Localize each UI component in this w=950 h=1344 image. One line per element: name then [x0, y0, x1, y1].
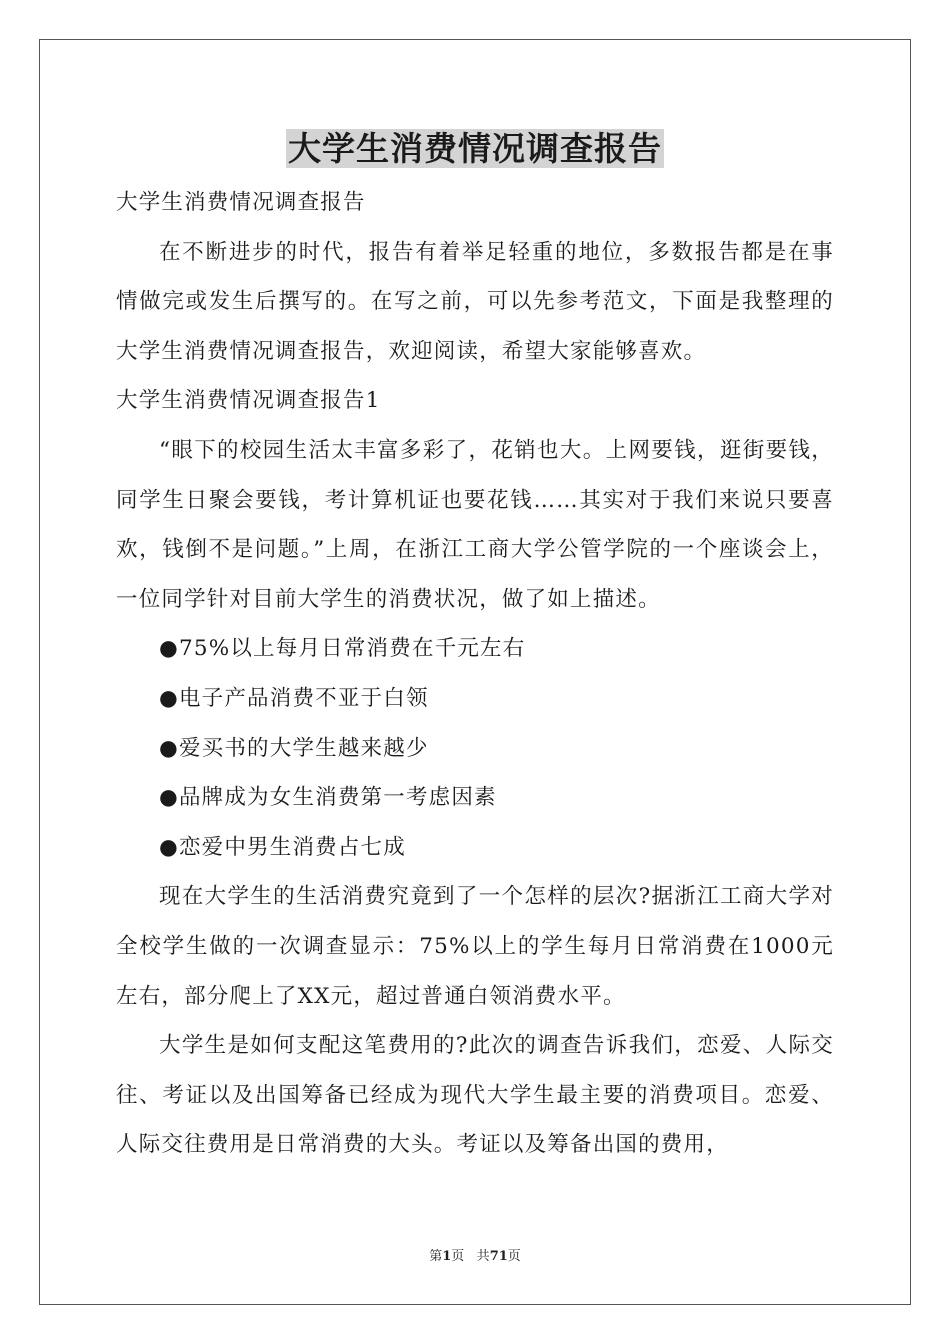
- body-paragraph: 大学生是如何支配这笔费用的?此次的调查告诉我们，恋爱、人际交往、考证以及出国筹备已经成为现代大学生最主要的消费项目。恋爱、人际交往费用是日常消费的大头。考证以及筹备出国的费用，: [116, 1033, 834, 1158]
- page-prefix: 第: [429, 1249, 443, 1264]
- bullet-item: ●爱买书的大学生越来越少: [159, 735, 429, 761]
- bullet-item: ●电子产品消费不亚于白领: [159, 685, 429, 711]
- bullet-item: ●75%以上每月日常消费在千元左右: [159, 636, 526, 662]
- document-body: [116, 178, 834, 1170]
- document-title: [0, 128, 950, 170]
- total-prefix: 共: [476, 1249, 490, 1264]
- total-suffix: 页: [507, 1249, 521, 1264]
- body-paragraph: 现在大学生的生活消费究竟到了一个怎样的层次?据浙江工商大学对全校学生做的一次调查显示：75%以上的学生每月日常消费在1000元左右，部分爬上了XX元，超过普通白领消费水平。: [116, 884, 834, 1009]
- page-suffix: 页: [451, 1249, 465, 1264]
- intro-paragraph: 在不断进步的时代，报告有着举足轻重的地位，多数报告都是在事情做完或发生后撰写的。在写之前，可以先参考范文，下面是我整理的大学生消费情况调查报告，欢迎阅读，希望大家能够喜欢。: [116, 239, 834, 364]
- page-footer: [0, 1248, 950, 1266]
- section-heading: 大学生消费情况调查报告1: [116, 388, 381, 414]
- total-pages: 71: [489, 1249, 508, 1264]
- title-text: 大学生消费情况调查报告: [288, 129, 662, 168]
- bullet-item: ●品牌成为女生消费第一考虑因素: [159, 785, 497, 811]
- subtitle-line: 大学生消费情况调查报告: [116, 190, 366, 215]
- quote-paragraph: “眼下的校园生活太丰富多彩了，花销也大。上网要钱，逛街要钱，同学生日聚会要钱，考计算机证也要花钱……其实对于我们来说只要喜欢，钱倒不是问题。”上周，在浙江工商大学公管学院的一个座谈会上，一位同学针对目前大学生的消费状况，做了如上描述。: [116, 437, 834, 612]
- page-number: 1: [442, 1249, 452, 1264]
- bullet-item: ●恋爱中男生消费占七成: [159, 834, 406, 860]
